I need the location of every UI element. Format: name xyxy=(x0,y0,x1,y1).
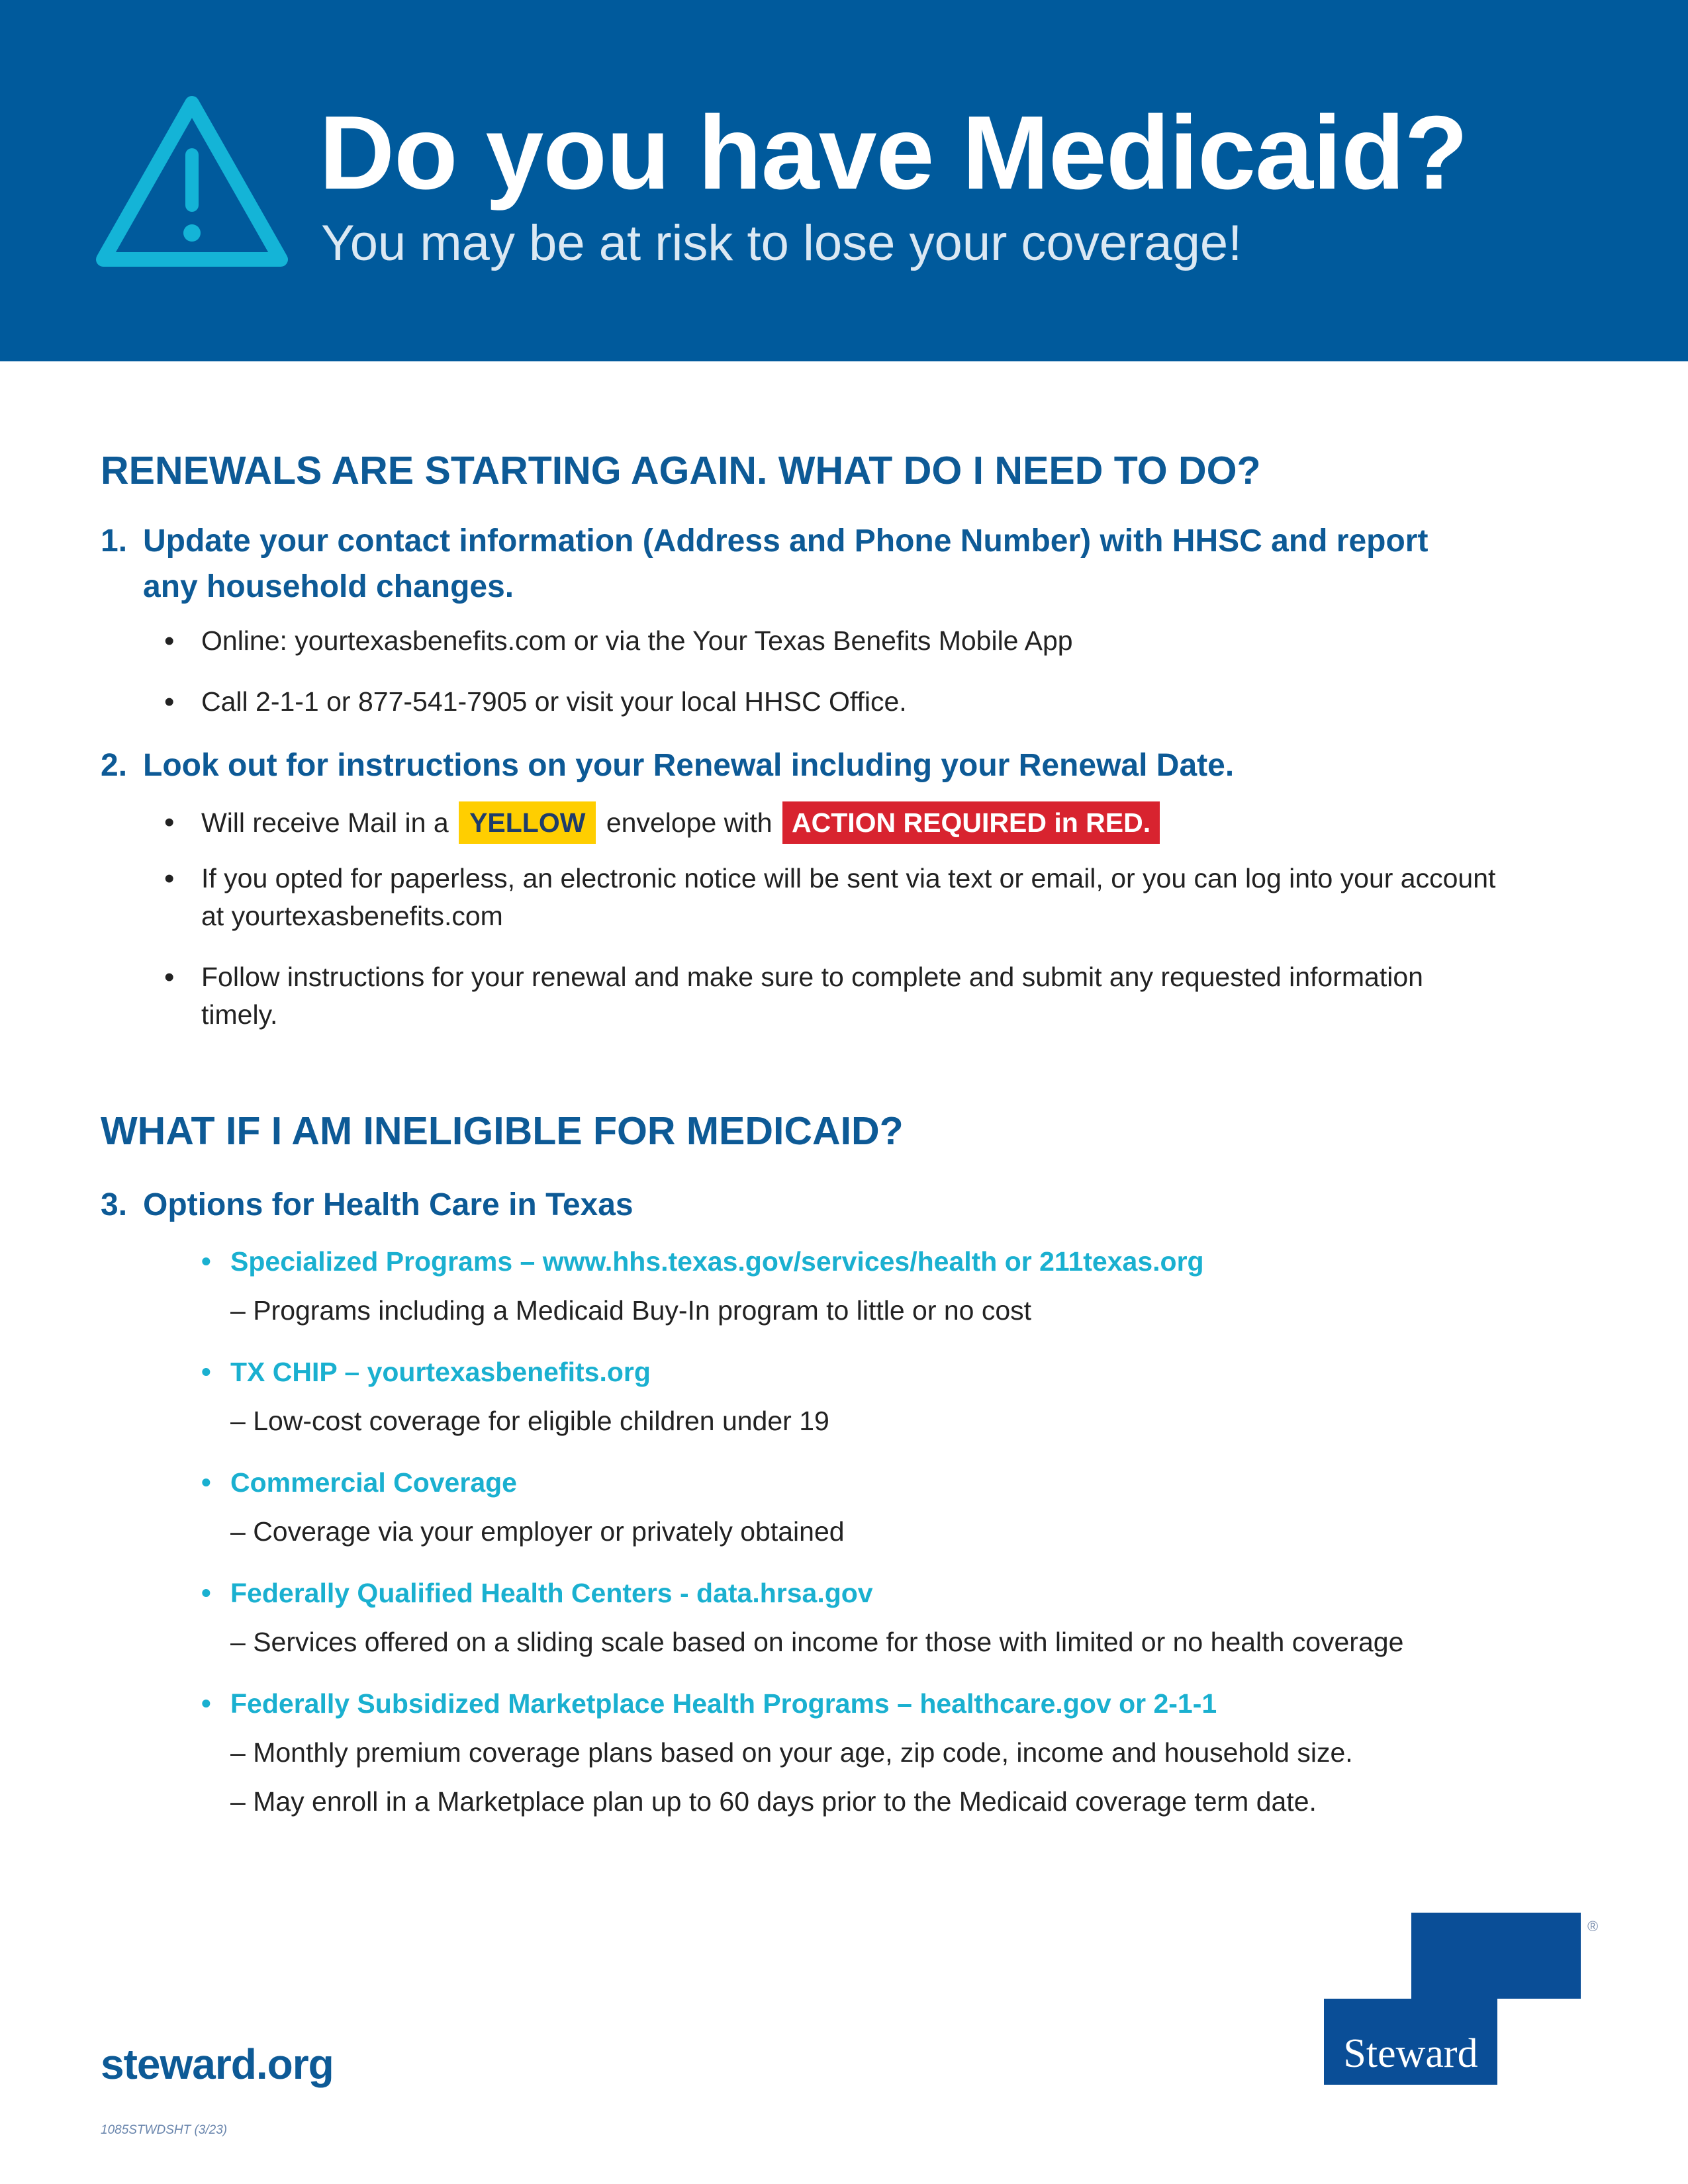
list-item xyxy=(200,1684,1597,1821)
option-title: Commercial Coverage xyxy=(230,1467,517,1498)
step-3 xyxy=(101,1182,1597,1228)
bullet-icon: • xyxy=(164,624,175,657)
step-1-bullets xyxy=(101,622,1597,721)
footer-document-code: 1085STWDSHT (3/23) xyxy=(101,2123,228,2137)
main-content xyxy=(101,449,1597,1821)
bullet-icon: • xyxy=(201,1576,211,1608)
mail-text-middle: envelope with xyxy=(606,807,773,838)
option-title: Federally Qualified Health Centers - data.hrsa.gov xyxy=(230,1577,873,1608)
step-1 xyxy=(101,518,1597,610)
option-description: – Monthly premium coverage plans based on your age, zip code, income and household size. xyxy=(230,1737,1353,1768)
step-2-bullets xyxy=(101,801,1597,1034)
list-item xyxy=(160,683,1597,721)
bullet-icon: • xyxy=(201,1687,211,1719)
option-description: – Services offered on a sliding scale based on income for those with limited or no health coverage xyxy=(230,1626,1404,1657)
page-title: Do you have Medicaid? xyxy=(319,95,1468,211)
list-item xyxy=(200,1353,1597,1440)
bullet-icon: • xyxy=(164,805,175,839)
list-item xyxy=(160,622,1597,660)
registered-mark: ® xyxy=(1587,1918,1599,1934)
ineligible-heading: WHAT IF I AM INELIGIBLE FOR MEDICAID? xyxy=(101,1109,904,1153)
step-2 xyxy=(101,743,1597,788)
logo-square-top xyxy=(1411,1913,1581,1999)
list-item xyxy=(200,1574,1597,1661)
list-item xyxy=(160,958,1505,1034)
warning-triangle-icon xyxy=(93,93,291,271)
header-banner xyxy=(0,0,1688,361)
step-3-number: 3. xyxy=(101,1187,128,1222)
step-1-text: Update your contact information (Address and Phone Number) with HHSC and report any household changes. xyxy=(143,523,1429,604)
list-item xyxy=(200,1463,1597,1551)
step-3-text: Options for Health Care in Texas xyxy=(143,1187,633,1222)
bullet-icon: • xyxy=(164,960,175,993)
step-2-number: 2. xyxy=(101,747,128,783)
option-description: – Programs including a Medicaid Buy-In program to little or no cost xyxy=(230,1295,1032,1326)
option-description: – Low-cost coverage for eligible children under 19 xyxy=(230,1405,829,1436)
steward-logo xyxy=(1324,1913,1602,2085)
list-item-text: Online: yourtexasbenefits.com or via the Your Texas Benefits Mobile App xyxy=(201,625,1073,656)
list-item-text: Follow instructions for your renewal and make sure to complete and submit any requested information timely. xyxy=(201,961,1423,1030)
list-item xyxy=(160,860,1505,935)
bullet-icon: • xyxy=(164,862,175,895)
step-2-text: Look out for instructions on your Renewal including your Renewal Date. xyxy=(143,747,1235,783)
option-title: Federally Subsidized Marketplace Health Programs – healthcare.gov or 2-1-1 xyxy=(230,1688,1217,1719)
renewals-heading: RENEWALS ARE STARTING AGAIN. WHAT DO I NEED TO DO? xyxy=(101,449,1261,492)
step-1-number: 1. xyxy=(101,523,128,559)
list-item xyxy=(200,1242,1597,1330)
bullet-icon: • xyxy=(201,1245,211,1277)
page-subtitle: You may be at risk to lose your coverage! xyxy=(321,215,1243,271)
list-item-text: Call 2-1-1 or 877-541-7905 or visit your local HHSC Office. xyxy=(201,686,907,717)
bullet-icon: • xyxy=(164,685,175,718)
option-description: – May enroll in a Marketplace plan up to 60 days prior to the Medicaid coverage term date. xyxy=(230,1786,1317,1817)
footer-website-link[interactable]: steward.org xyxy=(101,2040,334,2088)
option-description: – Coverage via your employer or privately obtained xyxy=(230,1516,845,1547)
list-item xyxy=(160,801,1597,844)
yellow-envelope-tag: YELLOW xyxy=(459,801,596,844)
option-title: Specialized Programs – www.hhs.texas.gov/services/health or 211texas.org xyxy=(230,1246,1204,1277)
list-item-text: If you opted for paperless, an electronic notice will be sent via text or email, or you can log into your account at yourtexasbenefits.com xyxy=(201,862,1496,931)
bullet-icon: • xyxy=(201,1466,211,1498)
bullet-icon: • xyxy=(201,1355,211,1387)
health-care-options xyxy=(101,1242,1597,1821)
option-title: TX CHIP – yourtexasbenefits.org xyxy=(230,1356,651,1387)
logo-wordmark: Steward xyxy=(1343,2031,1478,2076)
mail-text-before: Will receive Mail in a xyxy=(201,807,449,838)
action-required-tag: ACTION REQUIRED in RED. xyxy=(782,801,1160,844)
